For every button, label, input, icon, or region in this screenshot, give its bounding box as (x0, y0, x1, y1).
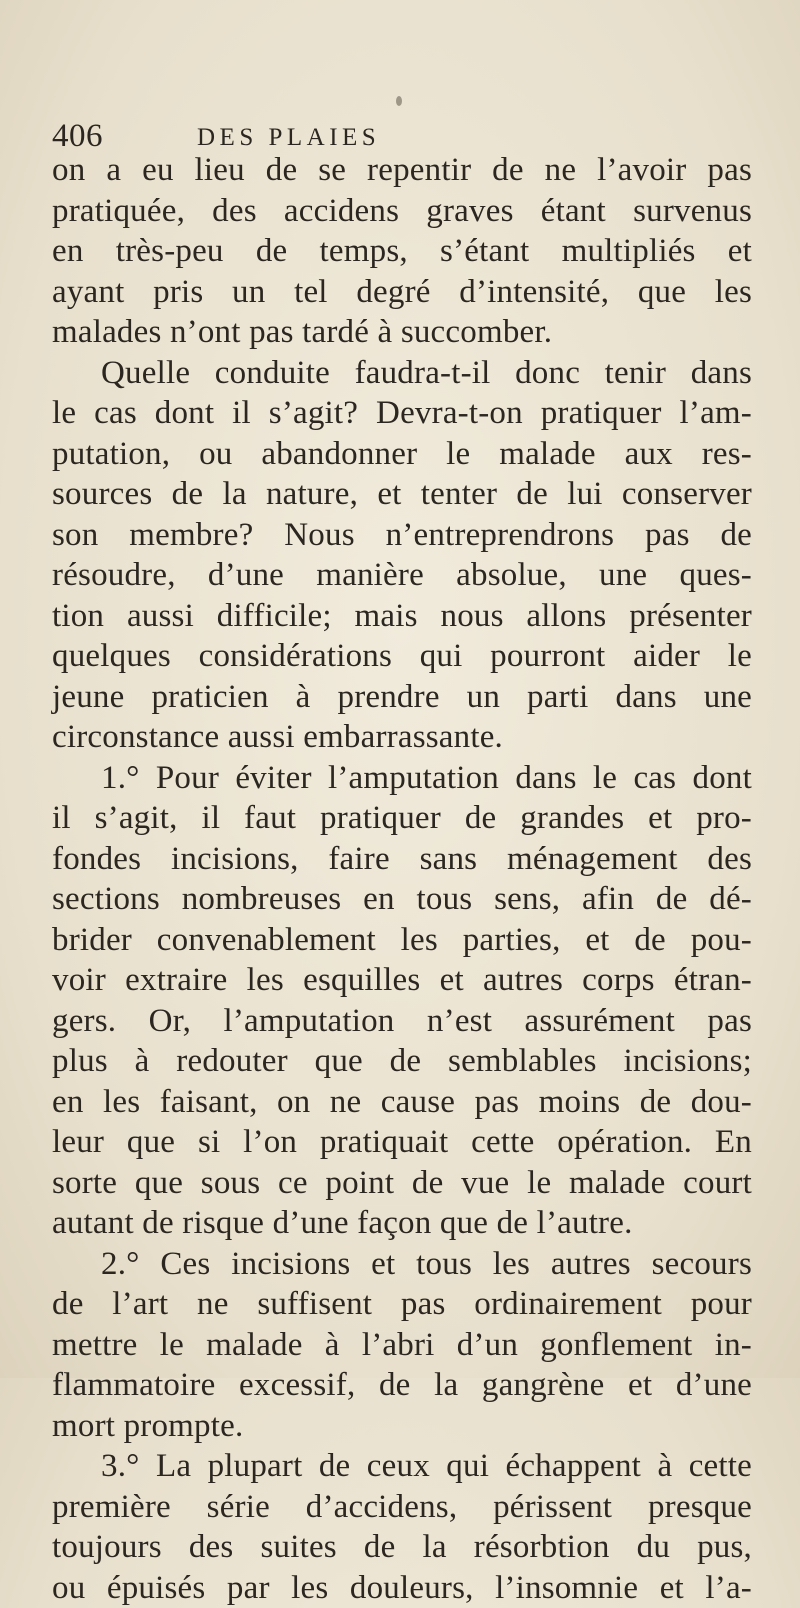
text-line: de l’art ne suffisent pas ordinairement pour (52, 1284, 752, 1325)
text-line: toujours des suites de la résorbtion du pus, (52, 1527, 752, 1568)
text-line: en très-peu de temps, s’étant multipliés et (52, 231, 752, 272)
text-line: tion aussi difficile; mais nous allons présenter (52, 596, 752, 637)
text-line: voir extraire les esquilles et autres corps étran- (52, 960, 752, 1001)
text-line: 3.° La plupart de ceux qui échappent à cette (52, 1446, 752, 1487)
text-line: flammatoire excessif, de la gangrène et d’une (52, 1365, 752, 1406)
text-line: brider convenablement les parties, et de pou- (52, 920, 752, 961)
text-line: leur que si l’on pratiquait cette opération. En (52, 1122, 752, 1163)
text-line: 2.° Ces incisions et tous les autres secours (52, 1244, 752, 1285)
ink-speck (396, 96, 402, 106)
text-line: première série d’accidens, périssent presque (52, 1487, 752, 1528)
text-line: malades n’ont pas tardé à succomber. (52, 312, 752, 353)
text-line: quelques considérations qui pourront aider le (52, 636, 752, 677)
text-line: plus à redouter que de semblables incisions; (52, 1041, 752, 1082)
text-line: ayant pris un tel degré d’intensité, que les (52, 272, 752, 313)
text-line: mettre le malade à l’abri d’un gonflement in- (52, 1325, 752, 1366)
text-line: mort prompte. (52, 1406, 752, 1447)
text-line: gers. Or, l’amputation n’est assurément pas (52, 1001, 752, 1042)
text-line: résoudre, d’une manière absolue, une ques- (52, 555, 752, 596)
text-line: pratiquée, des accidens graves étant survenus (52, 191, 752, 232)
text-line: on a eu lieu de se repentir de ne l’avoir pas (52, 150, 752, 191)
text-line: sections nombreuses en tous sens, afin de dé- (52, 879, 752, 920)
text-line: il s’agit, il faut pratiquer de grandes et pro- (52, 798, 752, 839)
text-line: en les faisant, on ne cause pas moins de dou- (52, 1082, 752, 1123)
text-line: circonstance aussi embarrassante. (52, 717, 752, 758)
text-line: ou épuisés par les douleurs, l’insomnie et l’a- (52, 1568, 752, 1608)
text-line: fondes incisions, faire sans ménagement des (52, 839, 752, 880)
text-line: autant de risque d’une façon que de l’autre. (52, 1203, 752, 1244)
text-line: putation, ou abandonner le malade aux res- (52, 434, 752, 475)
text-line: son membre? Nous n’entreprendrons pas de (52, 515, 752, 556)
text-line: le cas dont il s’agit? Devra-t-on pratiquer l’am- (52, 393, 752, 434)
text-line: Quelle conduite faudra-t-il donc tenir dans (52, 353, 752, 394)
body-text (52, 150, 752, 1608)
text-line: sorte que sous ce point de vue le malade court (52, 1163, 752, 1204)
text-line: jeune praticien à prendre un parti dans une (52, 677, 752, 718)
text-line: 1.° Pour éviter l’amputation dans le cas dont (52, 758, 752, 799)
text-line: sources de la nature, et tenter de lui conserver (52, 474, 752, 515)
running-head: DES PLAIES (197, 124, 380, 152)
page-number: 406 (52, 118, 103, 155)
